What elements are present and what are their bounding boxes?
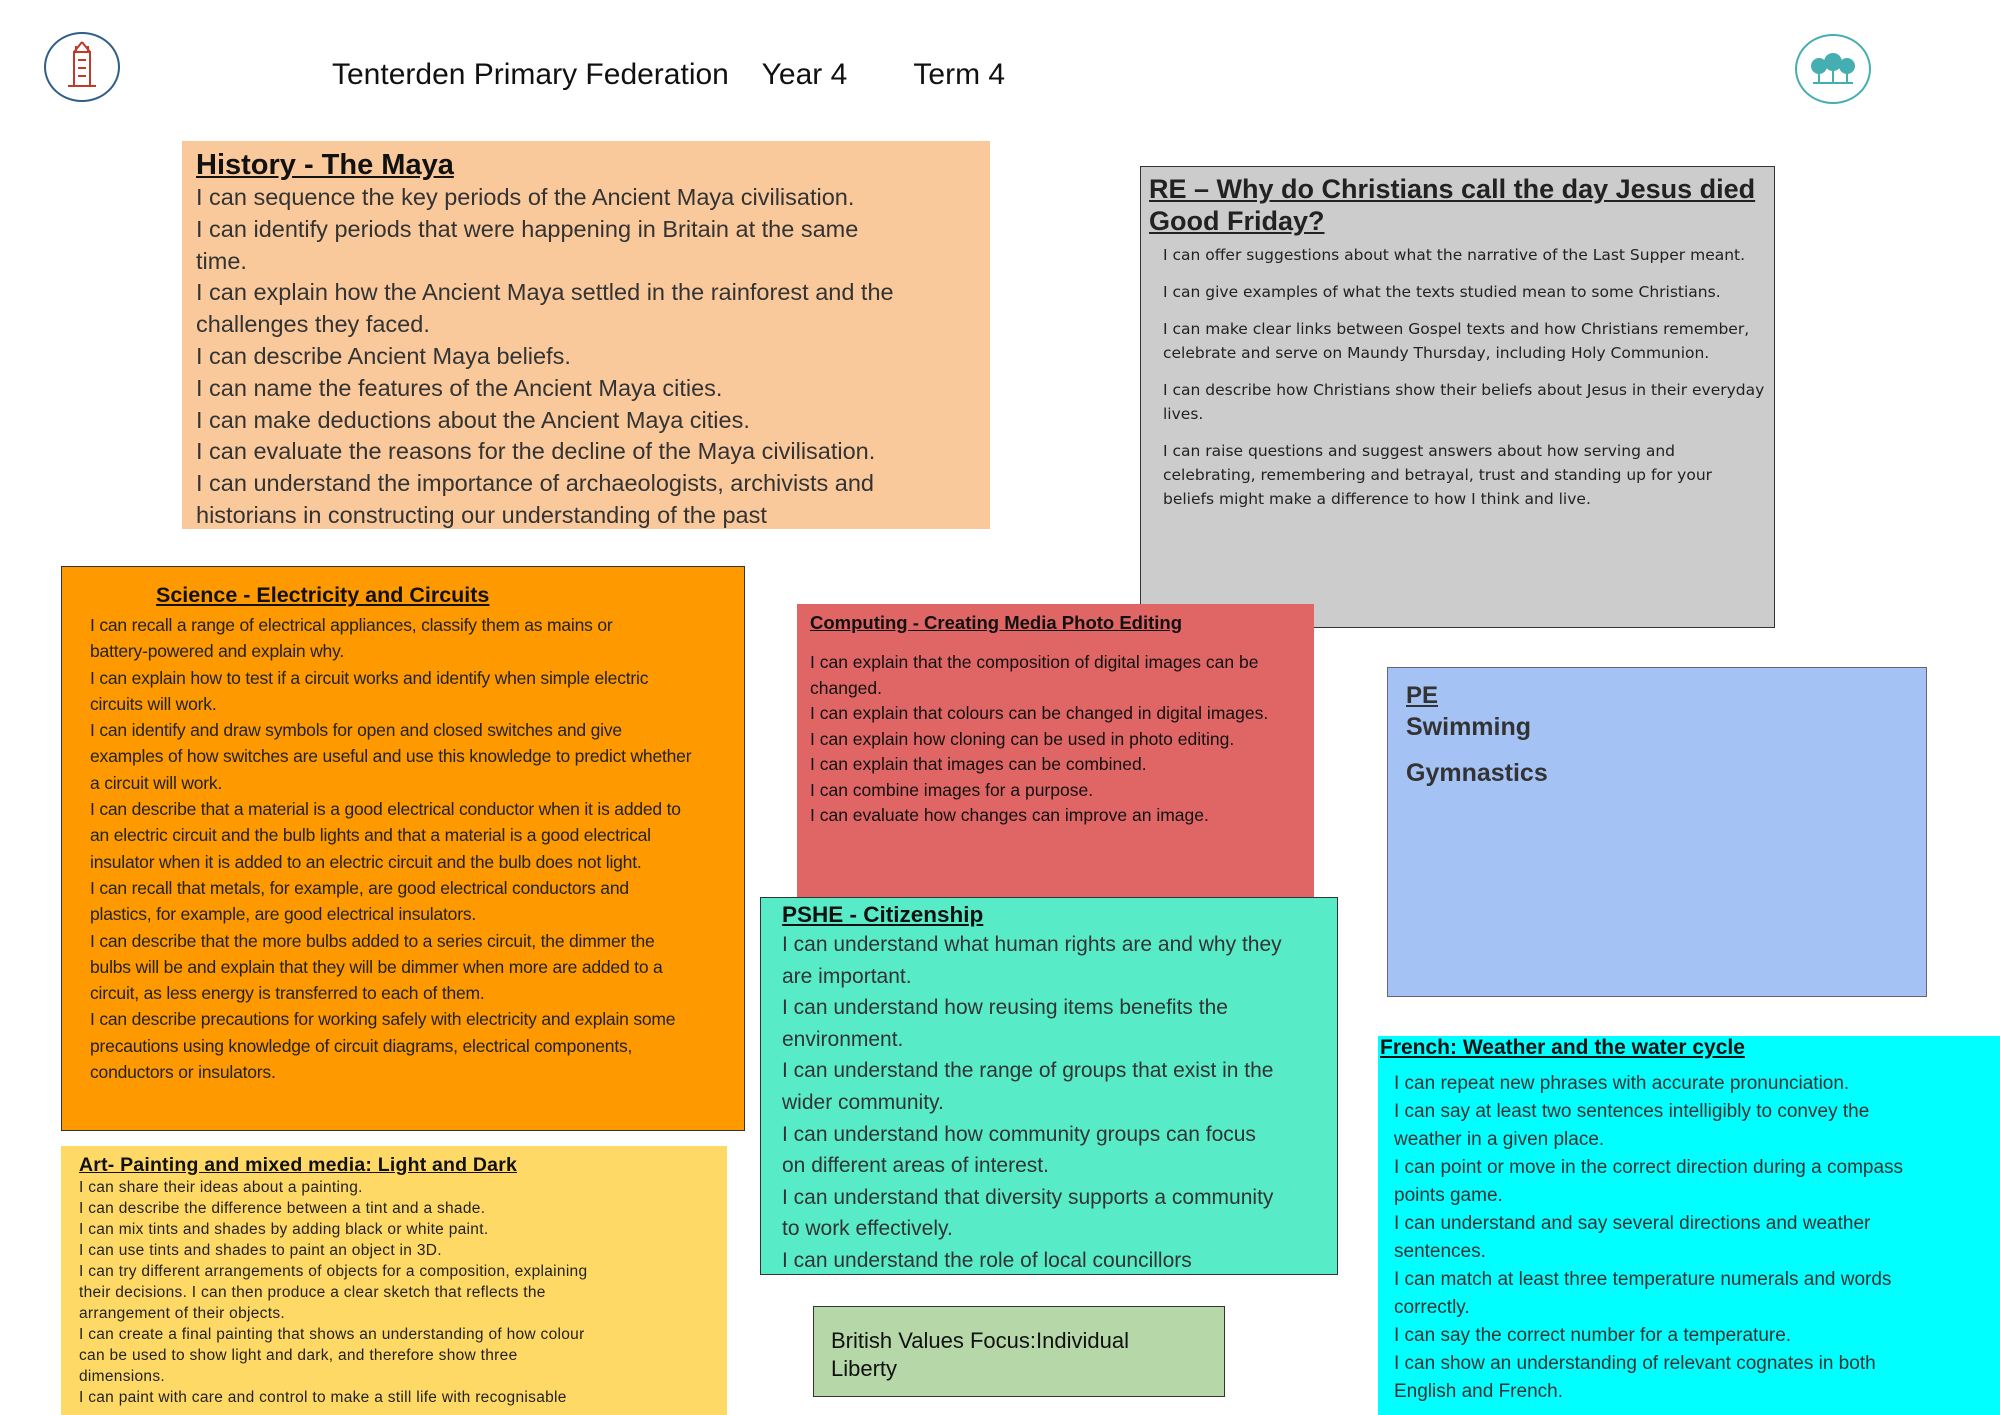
french-line: English and French.: [1394, 1381, 1563, 1402]
history-line: I can sequence the key periods of the Ancient Maya civilisation.: [196, 184, 855, 210]
science-line: I can recall a range of electrical appliances, classify them as mains or: [90, 615, 613, 635]
re-item: I can describe how Christians show their beliefs about Jesus in their everyday lives.: [1163, 381, 1765, 423]
trees-crest-icon: [1797, 36, 1869, 102]
science-line: I can describe precautions for working safely with electricity and explain some: [90, 1009, 676, 1030]
pshe-line: I can understand how community groups can focus: [782, 1122, 1256, 1146]
pshe-line: I can understand how reusing items benefits the: [782, 996, 1228, 1020]
history-line: time.: [196, 247, 247, 274]
re-item: I can raise questions and suggest answers about how serving and celebrating, remembering and betrayal, trust and standing up for your beliefs might make a difference to how I think and live.: [1163, 442, 1713, 508]
science-line: I can describe that the more bulbs added to a series circuit, the dimmer the: [90, 930, 655, 951]
science-line: I can explain how to test if a circuit works and identify when simple electric: [90, 667, 649, 688]
science-panel: [61, 566, 745, 1131]
french-line: points game.: [1394, 1185, 1503, 1206]
science-line: circuits will work.: [90, 693, 217, 714]
british-values-line: British Values Focus:Individual: [831, 1328, 1129, 1353]
history-line: I can describe Ancient Maya beliefs.: [196, 342, 571, 369]
computing-line: I can evaluate how changes can improve an image.: [810, 805, 1209, 825]
science-heading: Science - Electricity and Circuits: [156, 583, 490, 607]
science-line: insulator when it is added to an electric circuit and the bulb does not light.: [90, 851, 642, 872]
computing-line: I can combine images for a purpose.: [810, 779, 1094, 800]
french-line: I can say the correct number for a temperature.: [1394, 1325, 1792, 1346]
history-line: I can identify periods that were happening in Britain at the same: [196, 215, 859, 242]
history-line: I can evaluate the reasons for the decline of the Maya civilisation.: [196, 438, 876, 465]
science-line: I can recall that metals, for example, are good electrical conductors and: [90, 877, 629, 898]
french-line: I can understand and say several directions and weather: [1394, 1213, 1871, 1234]
page-title: Tenterden Primary Federation Year 4 Term 4: [332, 58, 1006, 91]
art-line: I can mix tints and shades by adding black or white paint.: [79, 1221, 489, 1238]
pe-panel: [1387, 667, 1927, 997]
computing-heading: Computing - Creating Media Photo Editing: [810, 612, 1183, 633]
art-line: I can create a final painting that shows an understanding of how colour: [79, 1326, 585, 1343]
science-line: examples of how switches are useful and use this knowledge to predict whether: [90, 746, 692, 767]
french-line: I can match at least three temperature numerals and words: [1394, 1269, 1892, 1290]
art-line: arrangement of their objects.: [79, 1305, 285, 1322]
history-line: I can understand the importance of archaeologists, archivists and: [196, 470, 874, 497]
art-line: dimensions.: [79, 1368, 166, 1385]
science-line: precautions using knowledge of circuit diagrams, electrical components,: [90, 1035, 633, 1056]
science-line: battery-powered and explain why.: [90, 641, 344, 662]
art-line: I can share their ideas about a painting.: [79, 1179, 363, 1196]
school-crest-right: [1795, 34, 1871, 104]
pe-heading: PE: [1406, 682, 1439, 709]
history-objectives: [196, 182, 976, 532]
computing-line: changed.: [810, 677, 883, 698]
computing-line: I can explain that colours can be changed in digital images.: [810, 703, 1269, 723]
science-line: I can describe that a material is a good electrical conductor when it is added to: [90, 799, 681, 820]
re-item: I can make clear links between Gospel texts and how Christians remember, celebrate and serve on Maundy Thursday, including Holy Communion.: [1163, 320, 1750, 362]
re-heading: RE – Why do Christians call the day Jesus died Good Friday?: [1149, 174, 1756, 236]
pshe-line: I can understand what human rights are and why they: [782, 933, 1282, 956]
pshe-line: I can understand the role of local councillors: [782, 1248, 1192, 1272]
french-line: I can point or move in the correct direction during a compass: [1394, 1157, 1904, 1178]
computing-line: I can explain that the composition of digital images can be: [810, 652, 1259, 672]
re-panel: [1140, 166, 1775, 628]
art-line: their decisions. I can then produce a clear sketch that reflects the: [79, 1284, 546, 1301]
french-line: correctly.: [1394, 1297, 1470, 1318]
computing-line: I can explain how cloning can be used in photo editing.: [810, 728, 1235, 749]
history-line: I can explain how the Ancient Maya settled in the rainforest and the: [196, 279, 894, 306]
pshe-line: environment.: [782, 1027, 904, 1051]
french-line: I can say at least two sentences intelligibly to convey the: [1394, 1101, 1870, 1122]
art-panel: [61, 1146, 727, 1415]
science-line: a circuit will work.: [90, 772, 223, 793]
re-item: I can offer suggestions about what the narrative of the Last Supper meant.: [1163, 246, 1746, 264]
school-crest-left: [44, 32, 120, 102]
french-panel: [1378, 1036, 2000, 1415]
science-line: I can identify and draw symbols for open and closed switches and give: [90, 720, 622, 741]
art-line: I can use tints and shades to paint an object in 3D.: [79, 1242, 442, 1259]
history-line: I can name the features of the Ancient Maya cities.: [196, 374, 723, 401]
science-line: conductors or insulators.: [90, 1062, 276, 1083]
pshe-line: wider community.: [782, 1090, 944, 1114]
history-heading: History - The Maya: [196, 149, 454, 181]
science-line: bulbs will be and explain that they will be dimmer when more are added to a: [90, 956, 663, 977]
computing-line: I can explain that images can be combined.: [810, 754, 1147, 774]
art-line: I can describe the difference between a tint and a shade.: [79, 1200, 486, 1217]
history-line: challenges they faced.: [196, 311, 430, 338]
pshe-line: are important.: [782, 964, 912, 988]
computing-panel: [797, 604, 1314, 899]
history-panel: [182, 141, 990, 529]
french-line: I can show an understanding of relevant cognates in both: [1394, 1353, 1876, 1374]
re-item: I can give examples of what the texts studied mean to some Christians.: [1163, 283, 1721, 301]
pshe-line: I can understand the range of groups that exist in the: [782, 1059, 1274, 1083]
art-line: I can paint with care and control to make a still life with recognisable: [79, 1389, 567, 1406]
pshe-panel: [760, 897, 1338, 1275]
british-values-panel: [813, 1306, 1225, 1397]
pshe-line: to work effectively.: [782, 1217, 953, 1241]
french-heading: French: Weather and the water cycle: [1380, 1036, 1745, 1059]
history-line: I can make deductions about the Ancient Maya cities.: [196, 406, 750, 433]
pe-item: Gymnastics: [1406, 759, 1548, 787]
french-line: sentences.: [1394, 1241, 1486, 1262]
pshe-heading: PSHE - Citizenship: [782, 902, 984, 927]
british-values-line: Liberty: [831, 1356, 898, 1381]
history-line: historians in constructing our understanding of the past: [196, 501, 767, 528]
french-line: weather in a given place.: [1394, 1129, 1605, 1150]
science-line: an electric circuit and the bulb lights and that a material is a good electrical: [90, 825, 651, 846]
pshe-line: on different areas of interest.: [782, 1154, 1049, 1178]
art-line: can be used to show light and dark, and therefore show three: [79, 1347, 518, 1364]
pe-item: Swimming: [1406, 713, 1532, 741]
art-heading: Art- Painting and mixed media: Light and Dark: [79, 1154, 518, 1176]
french-line: I can repeat new phrases with accurate pronunciation.: [1394, 1073, 1850, 1094]
church-crest-icon: [46, 34, 118, 100]
science-line: circuit, as less energy is transferred to each of them.: [90, 983, 485, 1004]
pshe-line: I can understand that diversity supports a community: [782, 1185, 1274, 1209]
science-line: plastics, for example, are good electrical insulators.: [90, 904, 477, 925]
art-line: I can try different arrangements of objects for a composition, explaining: [79, 1263, 588, 1280]
